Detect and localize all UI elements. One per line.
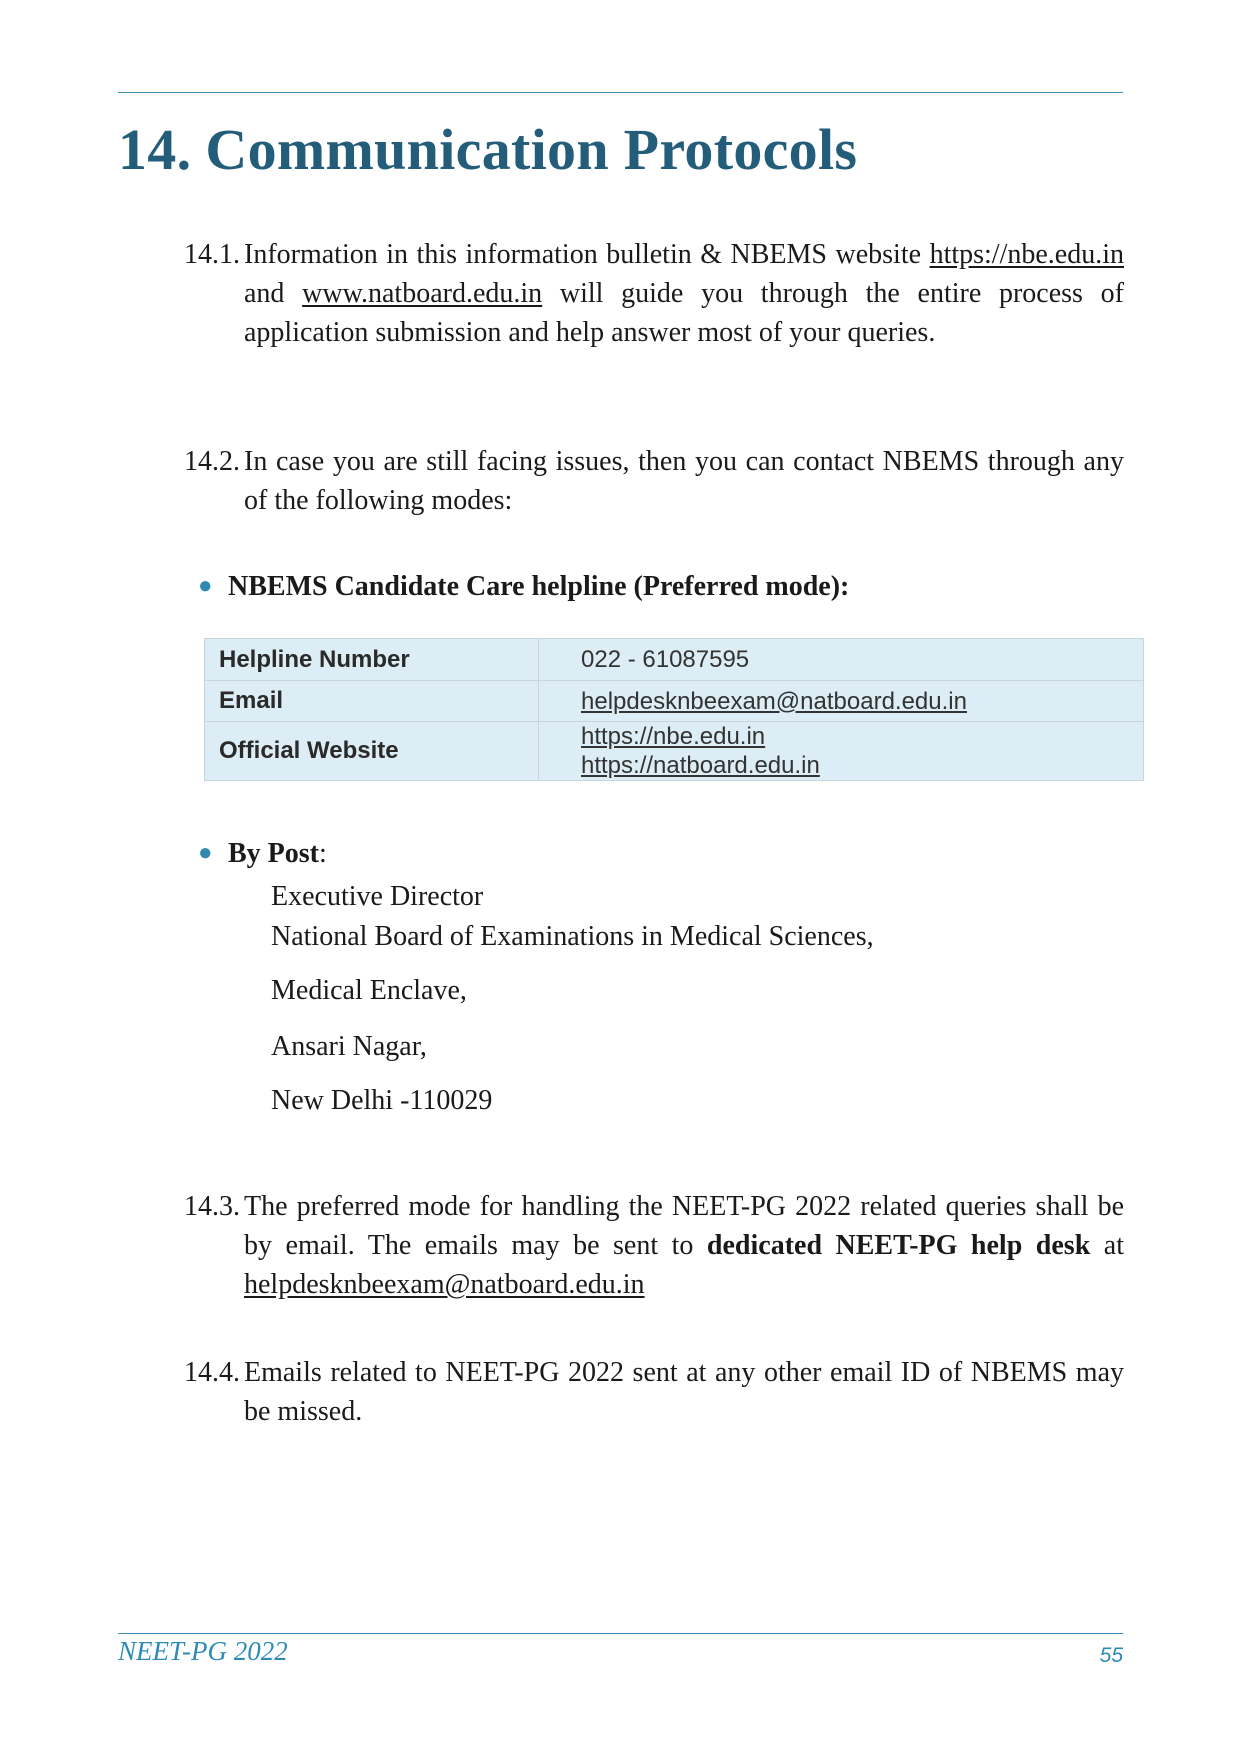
table-row [205,639,1144,681]
row-label: Helpline Number [205,639,539,681]
email-cell [539,681,1144,722]
text-segment: Information in this information bulletin & NBEMS website [244,239,930,270]
helpline-table [204,638,1144,781]
footer-title: NEET-PG 2022 [118,1636,288,1666]
header-rule [118,92,1123,93]
helpline-number: 022 - 61087595 [539,639,1144,681]
address-line: Executive Director [271,881,484,912]
text-segment: and [244,278,303,309]
row-label: Email [205,681,539,722]
post-heading [228,838,327,869]
paragraph-14-2 [184,442,1124,520]
natboard-website-link[interactable]: www.natboard.edu.in [302,278,543,309]
post-bullet [198,838,327,870]
footer-rule [118,1633,1123,1634]
helpline-heading: NBEMS Candidate Care helpline (Preferred mode): [228,571,850,602]
paragraph-14-1 [184,235,1124,352]
table-row [205,722,1144,781]
website-cell [539,722,1144,781]
text-segment: The preferred mode for handling the NEET-PG 2022 related queries shall be by email. The emails may be sent to [244,1191,1124,1261]
paragraph-number: 14.4. [184,1357,240,1388]
address-line: Medical Enclave, [271,975,467,1006]
text-segment: at [1090,1230,1124,1261]
natboard-link[interactable]: https://natboard.edu.in [581,752,820,779]
post-heading-text: By Post [228,838,319,869]
paragraph-14-3 [184,1187,1124,1304]
paragraph-text [244,235,1124,352]
row-label: Official Website [205,722,539,781]
address-line: National Board of Examinations in Medical Sciences, [271,921,874,952]
post-heading-colon: : [319,838,327,869]
address-line: New Delhi -110029 [271,1085,493,1116]
paragraph-text: Emails related to NEET-PG 2022 sent at any other email ID of NBEMS may be missed. [244,1357,1124,1427]
text-segment: will guide you through the entire process of application submission and help answer most of your queries. [244,278,1124,348]
paragraph-number: 14.1. [184,239,240,270]
helpdesk-email-link[interactable]: helpdesknbeexam@natboard.edu.in [244,1269,645,1300]
page-number: 55 [1099,1644,1123,1667]
bullet-icon: ● [198,840,213,866]
section-number: 14. [118,117,192,182]
nbe-link[interactable]: https://nbe.edu.in [581,723,766,750]
paragraph-number: 14.2. [184,446,240,477]
paragraph-number: 14.3. [184,1191,240,1222]
page-title [118,116,857,183]
bullet-icon: ● [198,573,213,599]
helpline-bullet [198,571,849,603]
email-link[interactable]: helpdesknbeexam@natboard.edu.in [581,687,967,715]
paragraph-text: In case you are still facing issues, then you can contact NBEMS through any of the following modes: [244,446,1124,516]
section-title: Communication Protocols [205,117,858,182]
nbe-website-link[interactable]: https://nbe.edu.in [929,239,1124,270]
paragraph-text [244,1187,1124,1304]
bold-segment: dedicated NEET-PG help desk [706,1230,1091,1261]
table-row [205,681,1144,722]
paragraph-14-4 [184,1353,1124,1431]
address-line: Ansari Nagar, [271,1031,427,1062]
